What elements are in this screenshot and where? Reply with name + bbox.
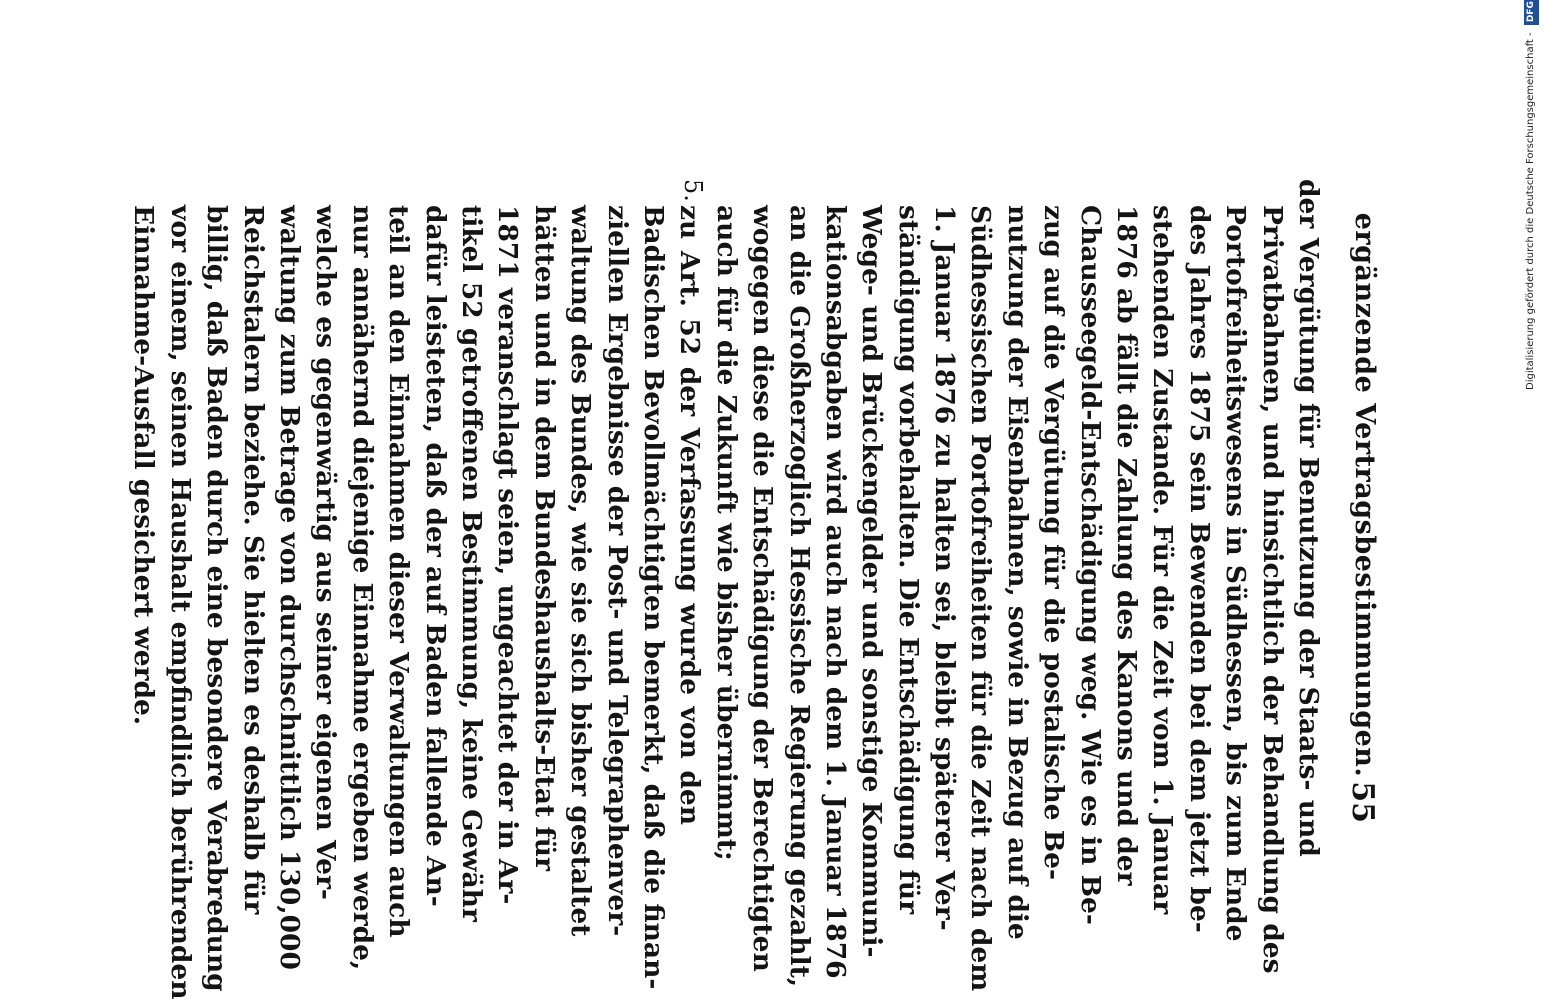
text-line: stehenden Zustande. Für die Zeit vom 1. Januar — [1147, 205, 1179, 915]
text-line: billig, daß Baden durch eine besondere Verabredung — [201, 205, 233, 992]
text-line: zug auf die Vergütung für die postalische Be- — [1038, 205, 1070, 880]
text-line: auch für die Zukunft wie bisher übernimmt; — [710, 205, 742, 861]
running-head — [1346, 165, 1380, 825]
text-line: an die Großherzoglich Hessische Regierung gezahlt, — [783, 205, 815, 988]
text-line: Einnahme-Ausfall gesichert werde. — [128, 205, 160, 726]
text-line: Badischen Bevollmächtigten bemerkt, daß die finan- — [637, 205, 669, 990]
text-line: ziellen Ergebnisse der Post- und Telegraphenver- — [601, 205, 633, 937]
dfg-logo: DFG — [1524, 0, 1539, 25]
body-text — [125, 165, 1326, 1000]
text-line: teil an den Einnahmen dieser Verwaltungen auch — [383, 205, 415, 938]
text-line: 1. Januar 1876 zu halten sei, bleibt späterer Ver- — [929, 205, 961, 931]
text-line: ständigung vorbehalten. Die Entschädigung für — [892, 205, 924, 915]
text-line: Privatbahnen, und hinsichtlich der Behandlung des — [1256, 205, 1288, 974]
book-page — [128, 165, 1380, 1000]
text-line: kationsabgaben wird auch nach dem 1. Januar 1876 — [819, 205, 851, 979]
text-line: nutzung der Eisenbahnen, sowie in Bezug auf die — [1001, 205, 1033, 940]
digitization-text: Digitalisierung gefördert durch die Deutsche Forschungsgemeinschaft - — [1525, 32, 1536, 390]
text-line: waltung zum Betrage von durchschnittlich 130,000 — [274, 205, 306, 970]
page-number: 55 — [1345, 781, 1380, 823]
item-number: 5. — [679, 179, 708, 202]
text-line: der Vergütung für Benutzung der Staats- und — [1293, 179, 1324, 857]
text-line: Portofreiheitswesens in Südhessen, bis zum Ende — [1220, 205, 1252, 942]
text-line: dafür leisteten, daß der auf Baden fallende An- — [419, 205, 451, 907]
text-line: Südhessischen Portofreiheiten für die Zeit nach dem — [965, 205, 997, 992]
text-line: 1876 ab fällt die Zahlung des Kanons und der — [1111, 205, 1143, 886]
enumerated-item — [671, 165, 707, 825]
text-line: Wege- und Brückengelder und sonstige Kommuni- — [856, 205, 888, 958]
text-line: vor einem, seinen Haushalt empfindlich berührenden — [164, 205, 196, 1000]
text-line: welche es gegenwärtig aus seiner eigenen Ver- — [310, 205, 342, 900]
text-line: nur annähernd diejenige Einnahme ergeben werde, — [346, 205, 378, 971]
running-title: ergänzende Vertragsbestimmungen. — [1349, 212, 1380, 778]
text-line: des Jahres 1875 sein Bewenden bei dem jetzt be- — [1183, 205, 1215, 933]
text-line: hätten und in dem Bundeshaushalts-Etat für — [528, 205, 560, 872]
text-line: wogegen diese die Entschädigung der Berechtigten — [747, 205, 779, 972]
text-line: Reichstalern beziehe. Sie hielten es deshalb für — [237, 205, 269, 915]
text-line: Chausseegeld-Entschädigung weg. Wie es in Be- — [1074, 205, 1106, 925]
text-line: 1871 veranschlagt seien, ungeachtet der in Ar- — [492, 205, 524, 905]
text-line: tikel 52 getroffenen Bestimmung, keine Gewähr — [456, 205, 488, 922]
text-line: zu Art. 52 der Verfassung wurde von den — [674, 205, 706, 825]
text-line: waltung des Bundes, wie sie sich bisher gestaltet — [565, 205, 597, 937]
digitization-note — [1523, 1, 1538, 390]
